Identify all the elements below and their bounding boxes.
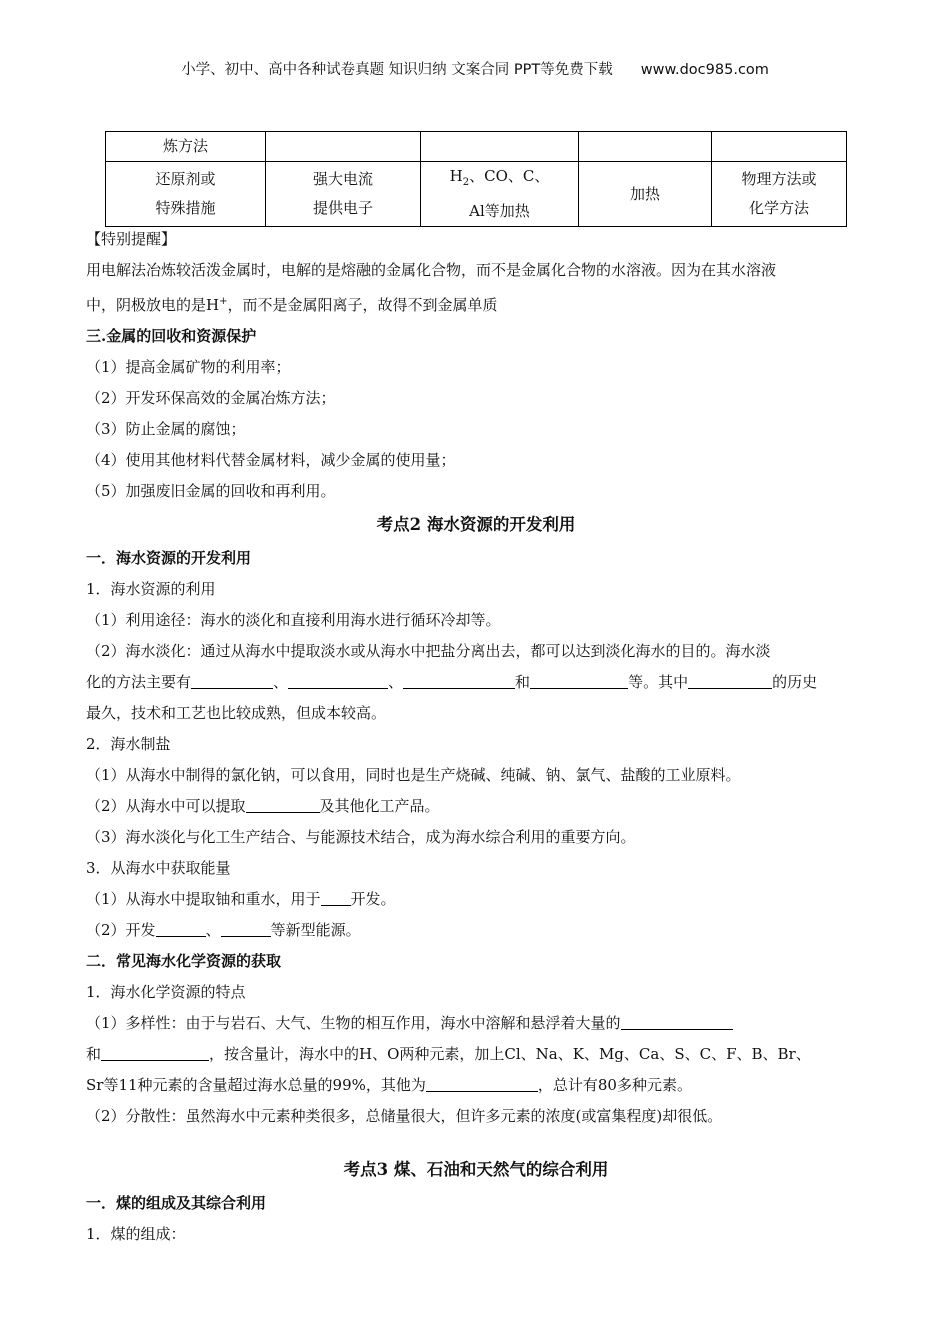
section-heading: 二．常见海水化学资源的获取 <box>86 952 282 970</box>
blank[interactable] <box>221 919 271 937</box>
table-row <box>106 162 847 227</box>
list-item: （3）防止金属的腐蚀； <box>86 420 246 438</box>
list-item: （2）开发环保高效的金属冶炼方法； <box>86 389 336 407</box>
section-heading: 一．海水资源的开发利用 <box>86 549 252 567</box>
blank[interactable] <box>403 671 515 689</box>
subheading: 2．海水制盐 <box>86 735 171 753</box>
table-row <box>106 132 847 162</box>
table-cell: 炼方法 <box>106 132 266 162</box>
paragraph: Sr等11种元素的含量超过海水总量的99%，其他为 ，总计有80多种元素。 <box>86 1076 692 1094</box>
blank[interactable] <box>101 1043 209 1061</box>
blank[interactable] <box>246 795 320 813</box>
paragraph: 和 ，按含量计，海水中的H、O两种元素，加上Cl、Na、K、Mg、Ca、S、C、F、B、Br、 <box>86 1045 811 1063</box>
table-cell: 加热 <box>579 162 712 227</box>
table-cell: 强大电流 提供电子 <box>266 162 421 227</box>
table-cell <box>579 132 712 162</box>
reminder-line: 用电解法冶炼较活泼金属时，电解的是熔融的金属化合物，而不是金属化合物的水溶液。因为在其水溶液 <box>86 261 777 279</box>
paragraph: （1）从海水中提取铀和重水，用于 开发。 <box>86 890 396 908</box>
blank[interactable] <box>530 671 628 689</box>
table-cell <box>712 132 847 162</box>
paragraph: （2）从海水中可以提取 及其他化工产品。 <box>86 797 440 815</box>
paragraph: （1）利用途径：海水的淡化和直接利用海水进行循环冷却等。 <box>86 611 501 629</box>
document-body <box>86 224 866 1250</box>
paragraph: （2）开发 、 等新型能源。 <box>86 921 361 939</box>
table-cell: 物理方法或 化学方法 <box>712 162 847 227</box>
table-cell: $H_2$、CO、C、 Al等加热 <box>421 162 579 227</box>
subheading: 1．煤的组成： <box>86 1225 186 1243</box>
header-url[interactable]: www.doc985.com <box>640 62 769 78</box>
list-item: （1）提高金属矿物的利用率； <box>86 358 291 376</box>
header-text: 小学、初中、高中各种试卷真题 知识归纳 文案合同 PPT等免费下载 <box>181 62 613 78</box>
paragraph: （1）多样性：由于与岩石、大气、生物的相互作用，海水中溶解和悬浮着大量的 <box>86 1008 866 1039</box>
table-cell <box>421 132 579 162</box>
blank[interactable] <box>288 671 388 689</box>
list-item: （4）使用其他材料代替金属材料，减少金属的使用量； <box>86 451 456 469</box>
blank[interactable] <box>321 888 351 906</box>
paragraph: （1）从海水中制得的氯化钠，可以食用，同时也是生产烧碱、纯碱、钠、氯气、盐酸的工业原料。 <box>86 766 741 784</box>
blank[interactable] <box>191 671 273 689</box>
table-cell: 还原剂或 特殊措施 <box>106 162 266 227</box>
page-header <box>0 58 950 79</box>
topic-title: 考点2 海水资源的开发利用 <box>376 515 576 534</box>
paragraph: （2）分散性：虽然海水中元素种类很多，总储量很大，但许多元素的浓度(或富集程度)却很低。 <box>86 1107 723 1125</box>
paragraph: （3）海水淡化与化工生产结合、与能源技术结合，成为海水综合利用的重要方向。 <box>86 828 636 846</box>
blank[interactable] <box>621 1012 733 1030</box>
section-heading: 三.金属的回收和资源保护 <box>86 327 257 345</box>
metal-smelting-table <box>105 131 847 227</box>
subheading: 3．从海水中获取能量 <box>86 859 231 877</box>
list-item: （5）加强废旧金属的回收和再利用。 <box>86 482 336 500</box>
section-heading: 一．煤的组成及其综合利用 <box>86 1194 267 1212</box>
blank[interactable] <box>426 1074 538 1092</box>
reminder-line: 中，阴极放电的是H+，而不是金属阳离子，故得不到金属单质 <box>86 296 498 314</box>
paragraph: 最久，技术和工艺也比较成熟，但成本较高。 <box>86 704 387 722</box>
blank[interactable] <box>156 919 206 937</box>
table-cell <box>266 132 421 162</box>
paragraph: （2）海水淡化：通过从海水中提取淡水或从海水中把盐分离出去，都可以达到淡化海水的目的。海水淡 <box>86 642 771 660</box>
subheading: 1．海水化学资源的特点 <box>86 983 246 1001</box>
blank[interactable] <box>688 671 772 689</box>
reminder-title: 【特别提醒】 <box>86 230 177 248</box>
topic-title: 考点3 煤、石油和天然气的综合利用 <box>343 1160 609 1179</box>
paragraph: 化的方法主要有 、 、 和 等。其中 的历史 <box>86 673 818 691</box>
subheading: 1．海水资源的利用 <box>86 580 216 598</box>
